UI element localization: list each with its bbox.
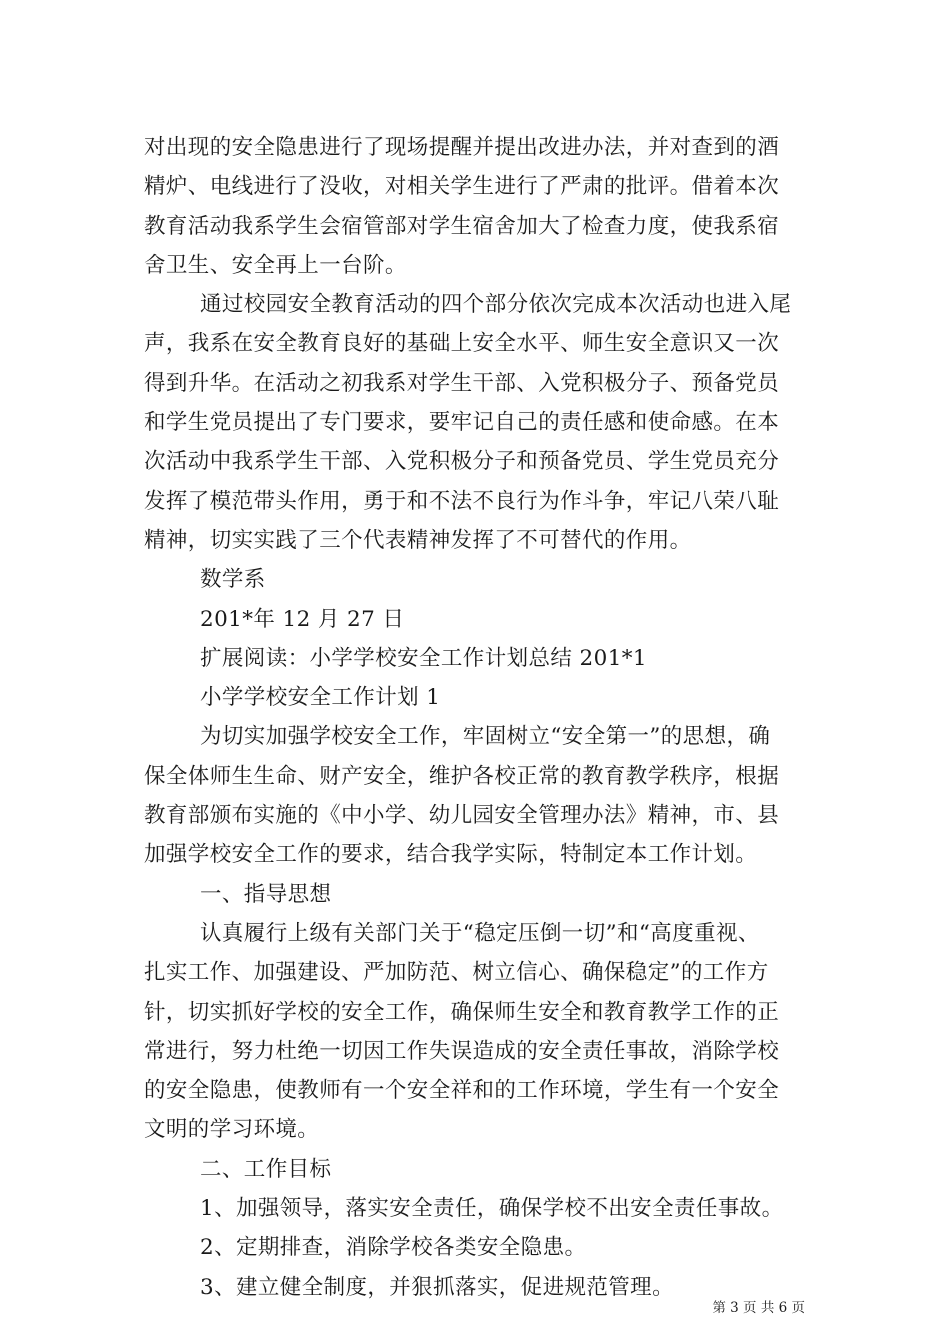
text-line: 针，切实抓好学校的安全工作，确保师生安全和教育教学工作的正 [144, 999, 780, 1025]
text-line: 的安全隐患，使教师有一个安全祥和的工作环境，学生有一个安全 [144, 1078, 780, 1104]
text-line: 认真履行上级有关部门关于“稳定压倒一切”和“高度重视、 [200, 920, 760, 946]
text-line: 3、建立健全制度，并狠抓落实，促进规范管理。 [200, 1274, 674, 1300]
text-line: 数学系 [200, 567, 266, 593]
text-line: 二、工作目标 [200, 1156, 332, 1182]
text-line: 次活动中我系学生干部、入党积极分子和预备党员、学生党员充分 [144, 449, 780, 475]
text-line: 一、指导思想 [200, 881, 332, 907]
text-line: 扎实工作、加强建设、严加防范、树立信心、确保稳定”的工作方 [144, 960, 769, 986]
text-line: 舍卫生、安全再上一台阶。 [144, 252, 407, 278]
text-line: 发挥了模范带头作用，勇于和不法不良行为作斗争，牢记八荣八耻 [144, 488, 780, 514]
text-line: 保全体师生生命、财产安全，维护各校正常的教育教学秩序，根据 [144, 763, 780, 789]
page-number-footer: 第 3 页 共 6 页 [712, 1300, 805, 1316]
text-line: 和学生党员提出了专门要求，要牢记自己的责任感和使命感。在本 [144, 410, 780, 436]
text-line: 精神，切实实践了三个代表精神发挥了不可替代的作用。 [144, 527, 692, 553]
text-line: 加强学校安全工作的要求，结合我学实际，特制定本工作计划。 [144, 842, 758, 868]
text-line: 通过校园安全教育活动的四个部分依次完成本次活动也进入尾 [200, 292, 792, 318]
text-line: 2、定期排查，消除学校各类安全隐患。 [200, 1235, 587, 1261]
text-line: 小学学校安全工作计划 1 [200, 685, 441, 711]
document-body [144, 128, 806, 1307]
text-line: 为切实加强学校安全工作，牢固树立“安全第一”的思想，确 [200, 724, 771, 750]
text-line: 文明的学习环境。 [144, 1117, 320, 1143]
text-line: 精炉、电线进行了没收，对相关学生进行了严肃的批评。借着本次 [144, 174, 780, 200]
text-line: 教育活动我系学生会宿管部对学生宿舍加大了检查力度，使我系宿 [144, 213, 780, 239]
text-line: 得到升华。在活动之初我系对学生干部、入党积极分子、预备党员 [144, 370, 780, 396]
text-line: 教育部颁布实施的《中小学、幼儿园安全管理办法》精神，市、县 [144, 803, 780, 829]
text-line: 1、加强领导，落实安全责任，确保学校不出安全责任事故。 [200, 1196, 784, 1222]
text-line: 声，我系在安全教育良好的基础上安全水平、师生安全意识又一次 [144, 331, 780, 357]
text-line: 常进行，努力杜绝一切因工作失误造成的安全责任事故，消除学校 [144, 1038, 780, 1064]
text-line: 扩展阅读：小学学校安全工作计划总结 201*1 [200, 645, 648, 671]
text-line: 201*年 12 月 27 日 [200, 606, 405, 632]
text-line: 对出现的安全隐患进行了现场提醒并提出改进办法，并对查到的酒 [144, 135, 780, 160]
